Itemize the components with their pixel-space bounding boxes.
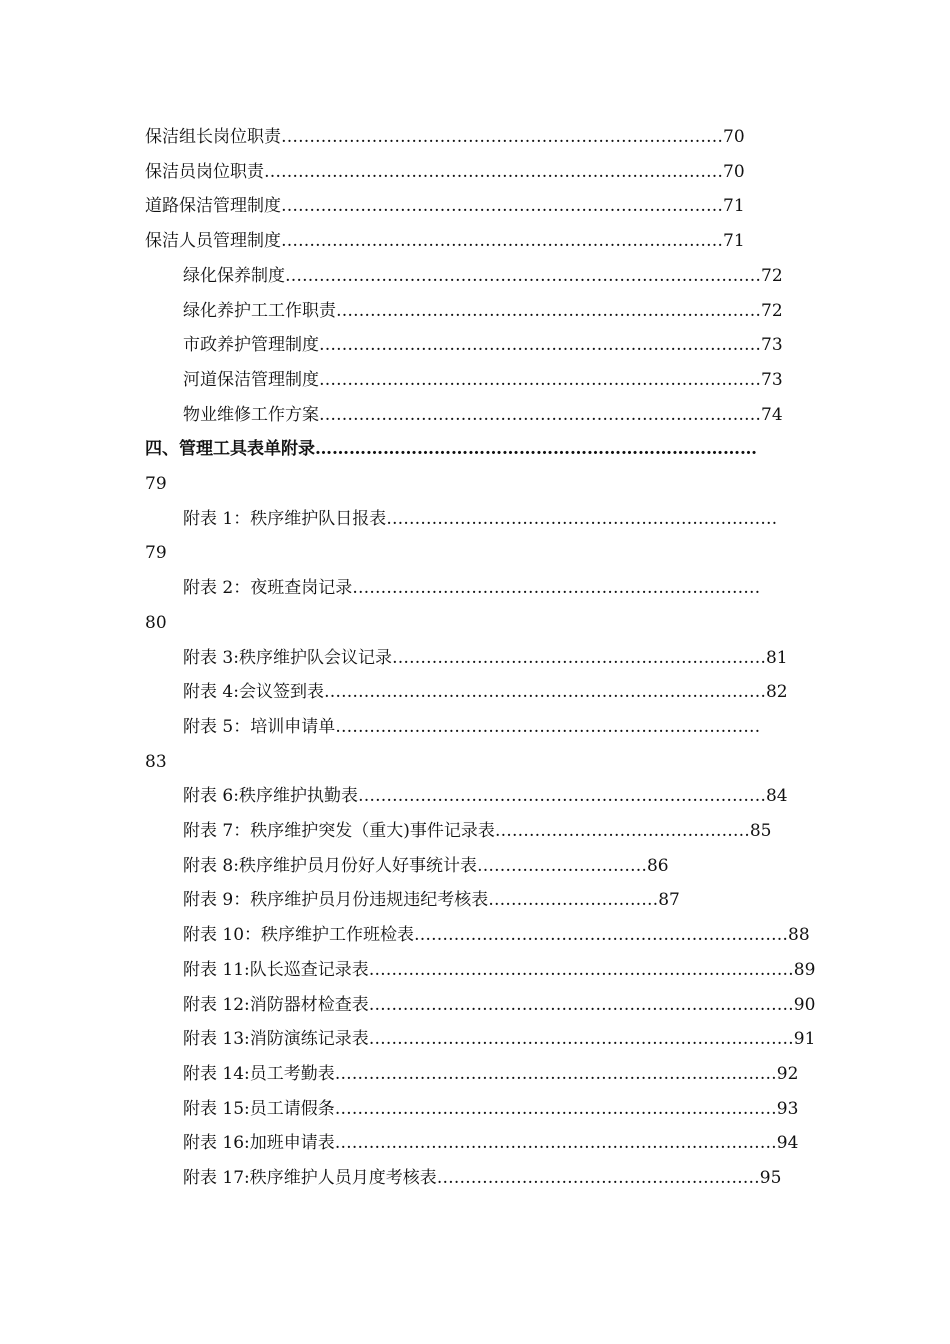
toc-entry-title: 绿化养护工工作职责	[183, 300, 336, 321]
toc-entry-title: 市政养护管理制度	[183, 335, 319, 356]
toc-entry-title: 四、管理工具表单附录	[145, 439, 315, 460]
toc-page-number: 71	[723, 196, 745, 217]
toc-entry-title: 附表 6:秩序维护执勤表	[183, 786, 358, 807]
toc-page-number: 74	[761, 404, 783, 425]
toc-entry-title: 附表 10：秩序维护工作班检表	[183, 925, 415, 946]
toc-page-number: 79	[145, 474, 167, 494]
toc-entry-title: 附表 1：秩序维护队日报表	[183, 508, 387, 529]
toc-entry-title: 附表 2：夜班查岗记录	[183, 578, 353, 599]
toc-entry-title: 附表 9：秩序维护员月份违规违纪考核表	[183, 890, 489, 911]
toc-entry	[183, 363, 783, 397]
toc-leader-dots: ……………………………………………………………………	[319, 335, 761, 356]
toc-entry-title: 附表 12:消防器材检查表	[183, 994, 369, 1015]
toc-entry	[183, 779, 788, 813]
toc-leader-dots: ……………………………………………………………………	[315, 439, 757, 460]
toc-entry-title: 河道保洁管理制度	[183, 369, 319, 390]
toc-entry-title: 附表 11:队长巡查记录表	[183, 959, 369, 980]
toc-page-number: 82	[765, 682, 788, 703]
toc-leader-dots: ………………………………………………………………	[352, 578, 761, 599]
toc-page-number: 70	[723, 161, 745, 182]
toc-leader-dots: ………………………………………………………………………	[264, 161, 723, 182]
toc-leader-dots: …………………………………………………………	[391, 647, 766, 668]
toc-leader-dots: ……………………………………………………………	[386, 508, 778, 529]
toc-entry-title: 附表 16:加班申请表	[183, 1133, 335, 1154]
toc-page-number: 71	[723, 231, 745, 252]
toc-entry	[145, 467, 167, 501]
toc-page-number: 83	[145, 751, 167, 772]
toc-entry	[183, 328, 783, 362]
toc-leader-dots: ……………………………………………………………………	[281, 127, 723, 147]
toc-page-number: 85	[749, 821, 772, 841]
toc-leader-dots: ……………………………………………………………………	[319, 404, 761, 425]
toc-leader-dots: ……………………………………………………………………	[281, 196, 723, 217]
toc-page-number: 70	[723, 127, 745, 147]
toc-leader-dots: ………………………………………	[494, 821, 750, 841]
toc-entry-title: 附表 5：培训申请单	[183, 716, 336, 737]
toc-entry-title: 附表 15:员工请假条	[183, 1098, 335, 1119]
toc-entry	[183, 814, 772, 848]
toc-leader-dots: …………………………………………………	[436, 1168, 760, 1188]
toc-page-number: 93	[776, 1098, 799, 1119]
toc-leader-dots: …………………………………………………………………	[335, 716, 761, 737]
toc-entry	[183, 641, 788, 675]
toc-entry	[183, 849, 669, 883]
toc-page-number: 89	[793, 959, 816, 980]
toc-entry	[183, 294, 783, 328]
toc-leader-dots: …………………………………………………………	[414, 925, 789, 946]
toc-page-number: 86	[646, 855, 669, 876]
toc-entry-title: 附表 3:秩序维护队会议记录	[183, 647, 392, 668]
toc-entry-title: 附表 13:消防演练记录表	[183, 1029, 369, 1050]
toc-leader-dots: ……………………………………………………………………	[323, 682, 766, 703]
toc-page-number: 87	[658, 890, 680, 911]
toc-leader-dots: …………………………………………………………………	[368, 994, 794, 1015]
toc-leader-dots: …………………………………………………………………	[336, 300, 761, 321]
toc-entry	[183, 675, 788, 709]
toc-leader-dots: …………………………………………………………………	[368, 1029, 794, 1050]
toc-page-number: 72	[761, 300, 783, 321]
toc-entry-title: 保洁组长岗位职责	[145, 127, 281, 147]
toc-entry	[145, 155, 745, 189]
toc-entry	[145, 432, 757, 466]
toc-page-number: 94	[776, 1133, 799, 1154]
toc-entry-title: 道路保洁管理制度	[145, 196, 281, 217]
toc-leader-dots: ……………………………………………………………………	[334, 1098, 777, 1119]
toc-entry	[183, 259, 783, 293]
toc-leader-dots: ……………………………………………………………………	[334, 1133, 777, 1154]
toc-entry-title: 附表 14:员工考勤表	[183, 1063, 335, 1084]
toc-entry-title: 附表 17:秩序维护人员月度考核表	[183, 1168, 437, 1188]
toc-entry	[183, 571, 760, 605]
toc-page-number: 91	[793, 1029, 816, 1050]
toc-page-number: 72	[761, 265, 783, 286]
toc-page-number: 73	[761, 369, 783, 390]
toc-entry-title: 绿化保养制度	[183, 265, 285, 286]
toc-entry	[145, 606, 167, 640]
toc-entry-title: 附表 8:秩序维护员月份好人好事统计表	[183, 855, 477, 876]
toc-entry	[183, 1057, 798, 1091]
toc-page-number: 84	[765, 786, 788, 807]
toc-page-number: 79	[145, 543, 167, 564]
toc-page-number: 88	[788, 925, 810, 946]
toc-leader-dots: …………………………………………………………………	[368, 959, 794, 980]
toc-leader-dots: ………………………………………………………………	[357, 786, 766, 807]
toc-entry	[145, 120, 745, 154]
toc-entry	[145, 745, 167, 779]
toc-entry	[183, 1126, 798, 1160]
toc-entry	[183, 398, 783, 432]
toc-entry-title: 附表 4:会议签到表	[183, 682, 324, 703]
toc-leader-dots: …………………………………………………………………………	[285, 265, 761, 286]
toc-entry-title: 保洁人员管理制度	[145, 231, 281, 252]
toc-entry	[183, 883, 680, 917]
toc-page-number: 81	[765, 647, 788, 668]
toc-leader-dots: …………………………	[476, 855, 647, 876]
toc-entry	[183, 1161, 781, 1195]
toc-entry	[183, 1092, 798, 1126]
toc-entry-title: 附表 7：秩序维护突发（重大)事件记录表	[183, 821, 495, 841]
toc-entry-title: 保洁员岗位职责	[145, 161, 264, 182]
toc-entry	[183, 710, 760, 744]
toc-entry	[183, 953, 815, 987]
toc-page-number: 95	[759, 1168, 782, 1188]
toc-entry-title: 物业维修工作方案	[183, 404, 319, 425]
toc-leader-dots: ……………………………………………………………………	[319, 369, 761, 390]
toc-entry	[183, 988, 815, 1022]
toc-page-number: 92	[776, 1063, 799, 1084]
toc-page-number: 73	[761, 335, 783, 356]
toc-entry	[145, 536, 167, 570]
toc-page-number: 90	[793, 994, 816, 1015]
toc-entry	[183, 502, 777, 536]
toc-leader-dots: ……………………………………………………………………	[281, 231, 723, 252]
toc-page-number: 80	[145, 612, 167, 633]
toc-entry	[183, 1022, 815, 1056]
toc-leader-dots: …………………………	[488, 890, 659, 911]
toc-entry	[145, 189, 745, 223]
toc-entry	[183, 918, 810, 952]
toc-entry	[145, 224, 745, 258]
toc-leader-dots: ……………………………………………………………………	[334, 1063, 777, 1084]
